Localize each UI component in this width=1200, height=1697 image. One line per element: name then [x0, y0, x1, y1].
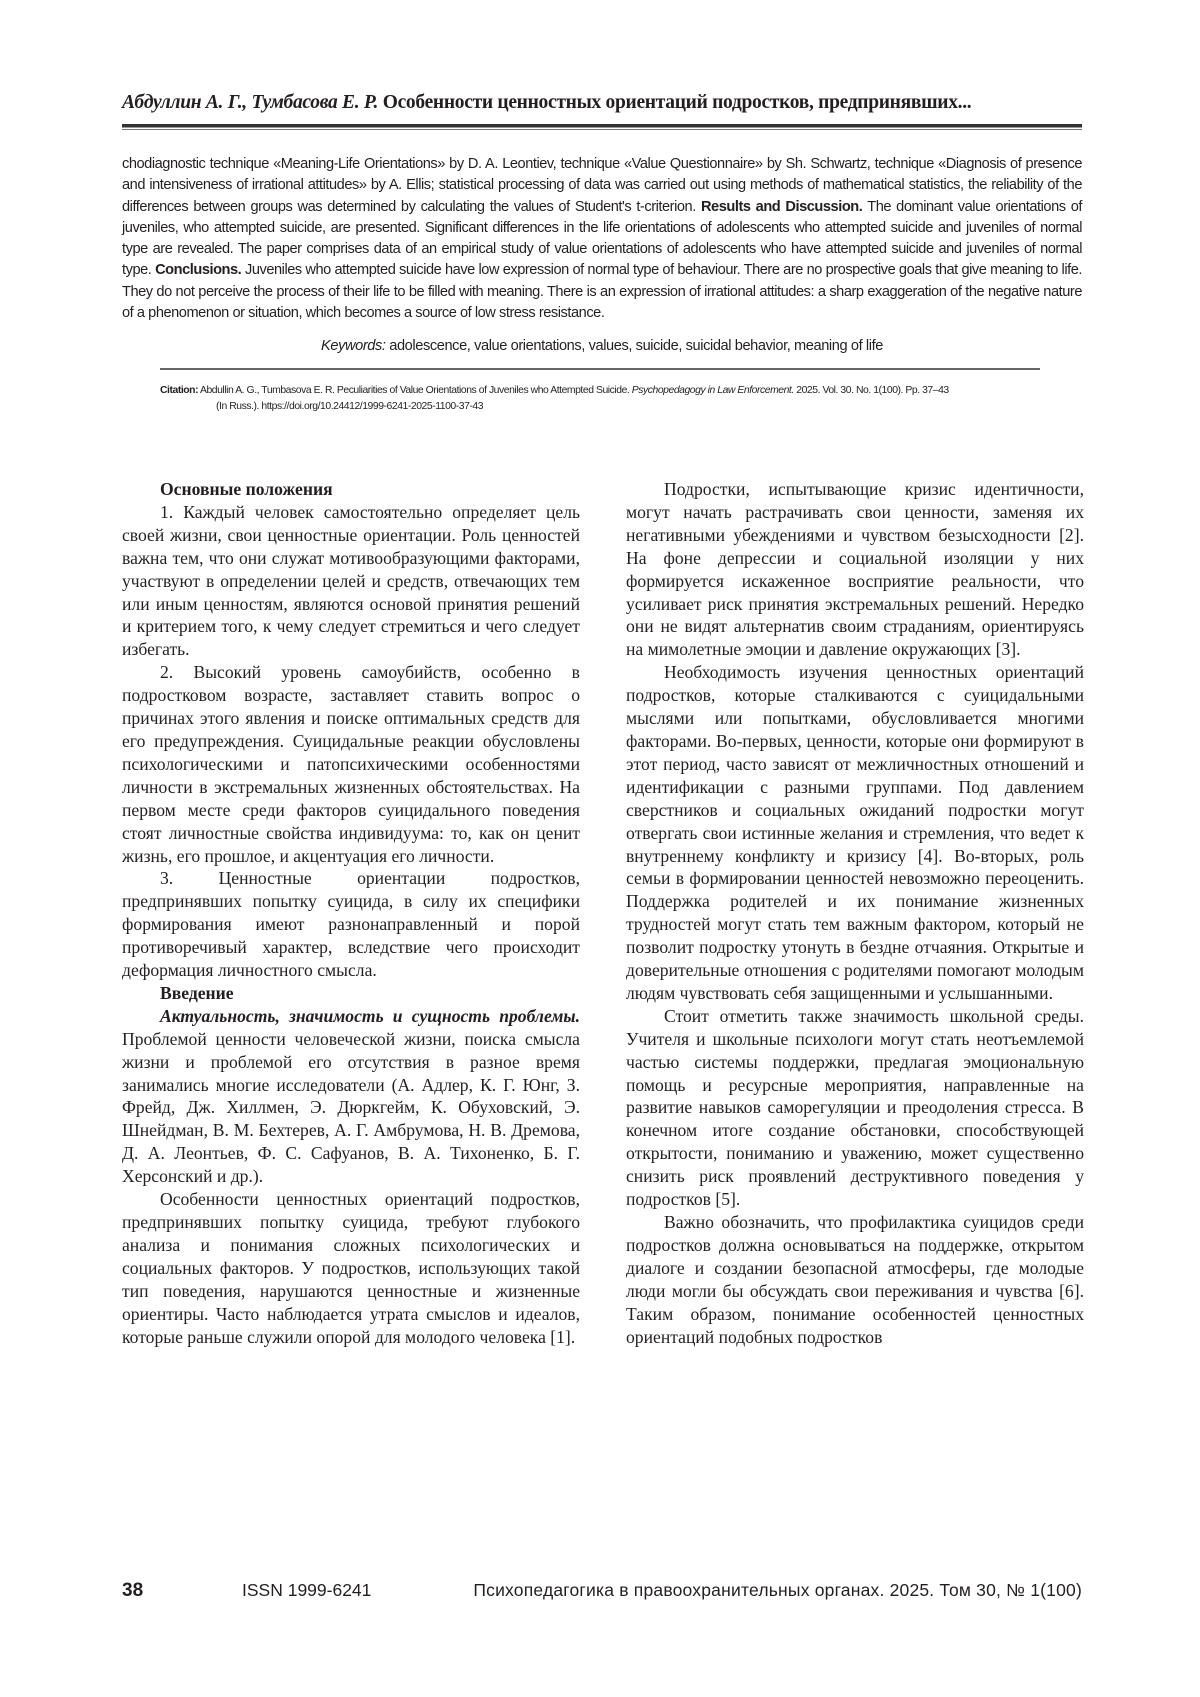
issn: ISSN 1999-6241: [242, 1580, 371, 1601]
citation-doi[interactable]: (In Russ.). https://doi.org/10.24412/1999-6241-2025-1100-37-43: [160, 399, 1040, 415]
paragraph: [122, 1005, 580, 1188]
paragraph: Особенности ценностных ориентаций подростков, предпринявших попытку суицида, требуют глубокого анализа и понимания сложных психологических и социальных факторов. У подростков, использующих такой тип поведения, нарушаются ценностные и жизненные ориентиры. Часто наблюдается утрата смыслов и идеалов, которые раньше служили опорой для молодого человека [1].: [122, 1188, 580, 1348]
results-text: The dominant value orientations of juveniles, who attempted suicide, are presented. Significant differences in the life orientations of adolescents who attempted suicide and juveniles of normal type are revealed. The paper comprises data of an empirical study of value orientations of adolescents who have attempted suicide and juveniles of normal type.: [122, 199, 1082, 279]
citation: [160, 383, 1040, 415]
paragraph: 3. Ценностные ориентации подростков, предпринявших попытку суицида, в силу их специфики формирования имеют разнонаправленный и порой противоречивый характер, вследствие чего происходит деформация личностного смысла.: [122, 867, 580, 982]
page-number: 38: [122, 1580, 143, 1602]
running-header: [122, 92, 1082, 114]
paragraph: Необходимость изучения ценностных ориентаций подростков, которые сталкиваются с суицидальными мыслями или попытками, обусловливается многими факторами. Во-первых, ценности, которые они формируют в этот период, часто зависят от межличностных отношений и идентификации с разными группами. Под давлением сверстников и социальных ожиданий подростки могут отвергать свои истинные желания и стремления, что ведет к внутреннему конфликту и кризису [4]. Во-вторых, роль семьи в формировании ценностей невозможно переоценить. Поддержка родителей и их понимание жизненных трудностей могут стать тем важным фактором, который не позволит подростку утонуть в бездне отчаяния. Открытые и доверительные отношения с родителями помогают молодым людям чувствовать себя защищенными и услышанными.: [626, 661, 1084, 1005]
results-label: Results and Discussion.: [701, 199, 862, 215]
keywords: [122, 338, 1082, 354]
paragraph: 2. Высокий уровень самоубийств, особенно в подростковом возрасте, заставляет ставить вопрос о причинах этого явления и поиске оптимальных средств для его предупреждения. Суицидальные реакции обусловлены психологическими и патопсихическими особенностями личности в экстремальных жизненных обстоятельствах. На первом месте среди факторов суицидального поведения стоят личностные свойства индивидуума: то, как он ценит жизнь, его прошлое, и акцентуация его личности.: [122, 661, 580, 867]
paragraph: Важно обозначить, что профилактика суицидов среди подростков должна основываться на поддержке, открытом диалоге и создании безопасной атмосферы, где молодые люди могли бы обсуждать свои переживания и чувства [6]. Таким образом, понимание особенностей ценностных ориентаций подобных подростков: [626, 1211, 1084, 1348]
citation-text: Abdullin A. G., Tumbasova E. R. Peculiarities of Value Orientations of Juveniles who Attempted Suicide.: [200, 385, 629, 396]
left-column: [122, 478, 580, 1348]
section-heading-key-points: Основные положения: [122, 478, 580, 501]
paragraph: 1. Каждый человек самостоятельно определяет цель своей жизни, свои ценностные ориентации. Роль ценностей важна тем, что они служат мотивообразующими факторами, участвуют в определении целей и средств, отвечающих тем или иным ценностям, являются основой принятия решений и критерием того, к чему следует стремиться и чего следует избегать.: [122, 501, 580, 661]
conclusions-label: Conclusions.: [155, 262, 241, 278]
keywords-text: adolescence, value orientations, values, suicide, suicidal behavior, meaning of life: [389, 338, 883, 354]
paragraph-text: Проблемой ценности человеческой жизни, поиска смысла жизни и проблемой его отсутствия в разное время занимались многие исследователи (А. Адлер, К. Г. Юнг, З. Фрейд, Дж. Хиллмен, Э. Дюркгейм, К. Обуховский, Э. Шнейдман, В. М. Бехтерев, А. Г. Амбрумова, Н. В. Дремова, Д. А. Леонтьев, Ф. С. Сафуанов, В. А. Тихоненко, Б. Г. Херсонский и др.).: [122, 1029, 580, 1186]
keywords-label: Keywords:: [321, 338, 386, 354]
section-heading-introduction: Введение: [122, 982, 580, 1005]
subheading-relevance: Актуальность, значимость и сущность проблемы.: [160, 1006, 580, 1026]
citation-rule: [160, 368, 1040, 370]
abstract: [122, 154, 1082, 324]
citation-label: Citation:: [160, 385, 198, 396]
journal-info: Психопедагогика в правоохранительных органах. 2025. Том 30, № 1(100): [473, 1580, 1082, 1601]
citation-journal: Psychopedagogy in Law Enforcement.: [632, 385, 794, 396]
header-authors: Абдуллин А. Г., Тумбасова Е. Р.: [122, 92, 378, 113]
header-rule: [122, 124, 1082, 128]
abstract-methods: chodiagnostic technique «Meaning-Life Orientations» by D. A. Leontiev, technique «Value Questionnaire» by Sh. Schwartz, technique «Diagnosis of presence and intensiveness of irrational attitudes» by A. Ellis; statistical processing of data was carried out using methods of mathematical statistics, the reliability of the differences between groups was determined by calculating the values of Student's t-criterion.: [122, 156, 1082, 215]
conclusions-text: Juveniles who attempted suicide have low expression of normal type of behaviour. There are no prospective goals that give meaning to life. They do not perceive the process of their life to be filled with meaning. There is an expression of irrational attitudes: a sharp exaggeration of the negative nature of a phenomenon or situation, which becomes a source of low stress resistance.: [122, 262, 1082, 321]
right-column: [626, 478, 1084, 1348]
paragraph: Стоит отметить также значимость школьной среды. Учителя и школьные психологи могут стать неотъемлемой частью системы поддержки, предлагая эмоциональную помощь и ресурсные мероприятия, направленные на развитие навыков саморегуляции и преодоления стресса. В конечном итоге создание обстановки, способствующей открытости, пониманию и уважению, может существенно снизить риск проявлений деструктивного поведения у подростков [5].: [626, 1005, 1084, 1211]
header-title: Особенности ценностных ориентаций подростков, предпринявших...: [383, 92, 972, 113]
citation-details: 2025. Vol. 30. No. 1(100). Pp. 37–43: [796, 385, 948, 396]
paragraph: Подростки, испытывающие кризис идентичности, могут начать растрачивать свои ценности, заменяя их негативными убеждениями и чувством безысходности [2]. На фоне депрессии и социальной изоляции у них формируется искаженное восприятие реальности, что усиливает риск принятия экстремальных решений. Нередко они не видят альтернатив своим страданиям, ориентируясь на мимолетные эмоции и давление окружающих [3].: [626, 478, 1084, 661]
